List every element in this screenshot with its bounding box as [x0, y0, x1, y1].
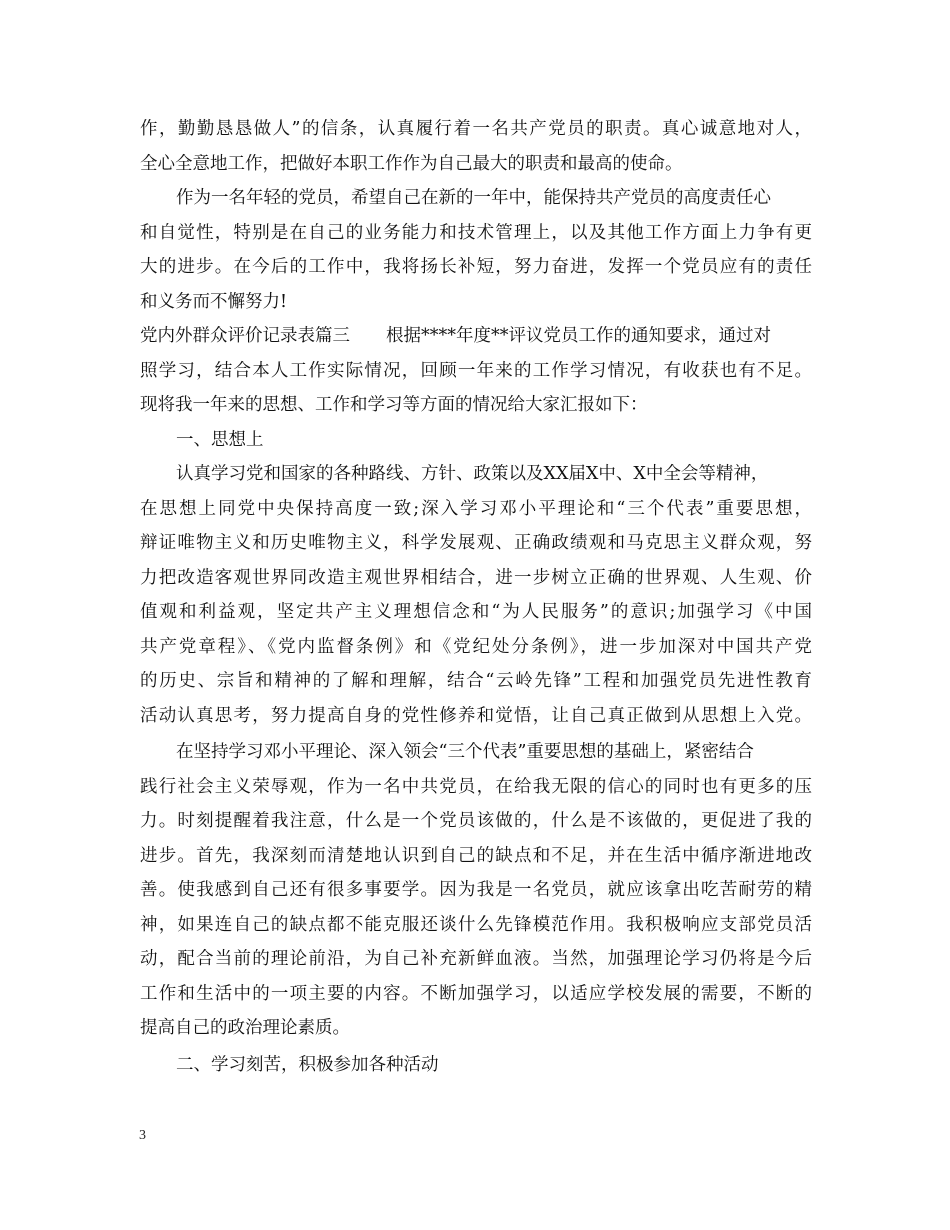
paragraph-line: 大的进步。在今后的工作中，我将扬长补短，努力奋进，发挥一个党员应有的责任: [140, 257, 812, 277]
paragraph-line: 作为一名年轻的党员，希望自己在新的一年中，能保持共产党员的高度责任心: [176, 188, 771, 208]
page-number: 3: [139, 1128, 146, 1143]
paragraph-line: 辩证唯物主义和历史唯物主义，科学发展观、正确政绩观和马克思主义群众观，努: [140, 533, 812, 553]
paragraph-line: 力把改造客观世界同改造主观世界相结合，进一步树立正确的世界观、人生观、价: [140, 567, 812, 588]
section-heading-line: [140, 319, 812, 354]
paragraph-line: 进步。首先，我深刻而清楚地认识到自己的缺点和不足，并在生活中循序渐进地改: [140, 845, 812, 866]
subsection-heading: 二、学习刻苦，积极参加各种活动: [176, 1054, 439, 1075]
paragraph-line: 的历史、宗旨和精神的了解和理解，结合“云岭先锋”工程和加强党员先进性教育: [140, 671, 812, 691]
section-intro-text: 根据****年度**评议党员工作的通知要求，通过对: [386, 326, 771, 346]
subsection-heading: 一、思想上: [176, 429, 264, 450]
paragraph-line: 值观和利益观，坚定共产主义理想信念和“为人民服务”的意识;加强学习《中国: [140, 602, 812, 622]
paragraph-line: 工作和生活中的一项主要的内容。不断加强学习，以适应学校发展的需要，不断的: [140, 983, 812, 1004]
paragraph-line: 照学习，结合本人工作实际情况，回顾一年来的工作学习情况，有收获也有不足。: [140, 360, 812, 381]
paragraph-line: 提高自己的政治理论素质。: [140, 1018, 350, 1038]
paragraph-line: 和义务而不懈努力!: [140, 291, 288, 312]
paragraph-line: 全心全意地工作，把做好本职工作作为自己最大的职责和最高的使命。: [140, 153, 683, 174]
paragraph-line: 共产党章程》、《党内监督条例》和《党纪处分条例》，进一步加深对中国共产党: [140, 636, 812, 657]
paragraph-line: 践行社会主义荣辱观，作为一名中共党员，在给我无限的信心的同时也有更多的压: [140, 776, 812, 797]
paragraph-line: 神，如果连自己的缺点都不能克服还谈什么先锋模范作用。我积极响应支部党员活: [140, 914, 812, 935]
paragraph-line: 现将我一年来的思想、工作和学习等方面的情况给大家汇报如下：: [140, 395, 648, 415]
paragraph-line: 在坚持学习邓小平理论、深入领会“三个代表”重要思想的基础上，紧密结合: [176, 742, 754, 762]
paragraph-line: 认真学习党和国家的各种路线、方针、政策以及XX届X中、X中全会等精神，: [176, 464, 769, 484]
section-title: 党内外群众评价记录表篇三: [140, 326, 350, 346]
paragraph-line: 作，勤勤恳恳做人”的信条，认真履行着一名共产党员的职责。真心诚意地对人，: [140, 119, 812, 139]
paragraph-line: 活动认真思考，努力提高自身的党性修养和觉悟，让自己真正做到从思想上入党。: [140, 705, 812, 726]
paragraph-line: 在思想上同党中央保持高度一致;深入学习邓小平理论和“三个代表”重要思想，: [140, 498, 812, 519]
paragraph-line: 善。使我感到自己还有很多事要学。因为我是一名党员，就应该拿出吃苦耐劳的精: [140, 880, 812, 900]
paragraph-line: 动，配合当前的理论前沿，为自己补充新鲜血液。当然，加强理论学习仍将是今后: [140, 949, 812, 969]
document-body: [140, 112, 812, 1082]
paragraph-line: 和自觉性，特别是在自己的业务能力和技术管理上，以及其他工作方面上力争有更: [140, 222, 812, 243]
paragraph-line: 力。时刻提醒着我注意，什么是一个党员该做的，什么是不该做的，更促进了我的: [140, 811, 812, 831]
